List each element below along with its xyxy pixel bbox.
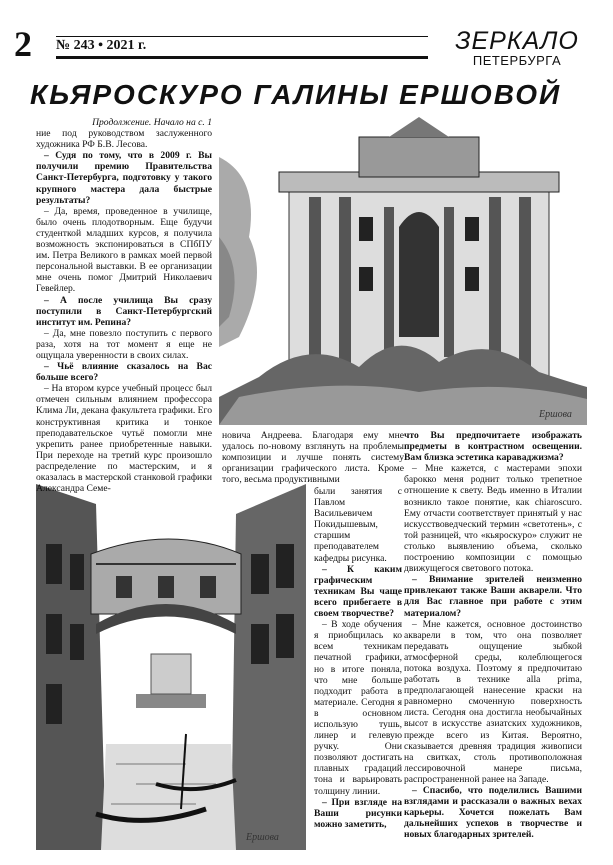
- issue-info: № 243 • 2021 г.: [56, 38, 147, 53]
- masthead-rule: [56, 56, 428, 59]
- interview-question: – При взгляде на Ваши рисунки можно заметить,: [314, 796, 402, 830]
- logo-main-text: ЗЕРКАЛО: [455, 27, 579, 55]
- page-number: 2: [14, 24, 32, 64]
- logo-sub-text: ПЕТЕРБУРГА: [472, 53, 562, 68]
- venice-bridge-drawing: [36, 484, 306, 850]
- newspaper-logo: [432, 28, 602, 68]
- continuation-note: Продолжение. Начало на с. 1: [92, 117, 212, 128]
- article-column-3: [404, 430, 582, 840]
- interview-question: – Спасибо, что поделились Вашими взглядами и рассказали о важных вехах карьеры. Хочется пожелать Вам дальнейших успехов в творчестве и новых благодарных зрителей.: [404, 785, 582, 841]
- masthead-rule-top: [56, 36, 428, 37]
- article-headline: КЬЯРОСКУРО ГАЛИНЫ ЕРШОВОЙ: [30, 79, 562, 110]
- article-column-2b: [314, 486, 402, 830]
- interview-question: что Вы предпочитаете изображать предметы в контрастном освещении. Вам близка эстетика караваджизма?: [404, 430, 582, 464]
- trevi-fountain-drawing: [219, 117, 587, 425]
- interview-question: – К каким графическим техникам Вы чаще всего прибегаете в своем творчестве?: [314, 563, 402, 620]
- interview-answer: – Мне кажется, с мастерами эпохи барокко меня роднит только трепетное отношение к свету. Ведь именно в Италии возникло такое понятие, как chiaroscuro. Ему отчасти соответствует принятый у нас искусствоведческий термин «светотень», с той разницей, что «кьяроскуро» служит не столько выявлению объема, сколько построению композиции с помощью движущегося светового потока.: [404, 463, 582, 575]
- article-column-2: [222, 430, 404, 485]
- artist-signature-2: Ершова: [246, 832, 279, 843]
- interview-answer: – В ходе обучения я приобщилась ко всем техникам печатной графики, но в итоге поняла, что мне больше подходит работа в материале. Сегодня я в основном использую тушь, линер и гелевую ручку. Они позволяют достигать плавных градаций тона и варьировать толщину линии.: [314, 619, 402, 797]
- interview-answer: были занятия с Павлом Васильевичем Покидышевым, старшим преподавателем кафедры рисунка.: [314, 486, 402, 564]
- interview-answer: ние под руководством заслуженного художника РФ Б.В. Лесова.: [36, 128, 212, 151]
- interview-question: – Судя по тому, что в 2009 г. Вы получили премию Правительства Санкт-Петербурга, подготовку у такого крупного мастера дала быстрые результаты?: [36, 150, 212, 206]
- interview-answer: – Мне кажется, основное достоинство акварели в том, что она позволяет передавать ощущение зыбкой атмосферной среды, колеблющегося потока воздуха. Поэтому я предпочитаю работать в технике alla prima, предполагающей нанесение краски на равномерно смоченную поверхность листа. Сегодня она достигла необычайных высот в искусстве азиатских художников, прежде всего из Китая. Вероятно, сказывается древняя традиция живописи на свитках, столь противоположная лессировочной манере письма, распространенной ранее на Западе.: [404, 618, 582, 785]
- article-column-1: [36, 117, 212, 494]
- interview-answer: – Да, мне повезло поступить с первого раза, хотя на тот момент я еще не ощущала уверенности в своих силах.: [36, 327, 212, 361]
- interview-answer: – На втором курсе учебный процесс был отмечен сильным влиянием профессора Клима Ли, декана факультета графики. Его конструктивная критика и тонкое преподавательское чутьё помогли мне укрепить ранее приобретенные навыки. При переходе на третий курс произошло распределение по мастерским, и я оказалась в мастерской станковой графики Александра Семе-: [36, 383, 212, 495]
- interview-answer: новича Андреева. Благодаря ему мне удалось по-новому взглянуть на проблемы композиции и лучше понять систему организации графического листа. Кроме того, весьма продуктивными: [222, 430, 404, 486]
- artist-signature: Ершова: [539, 409, 572, 420]
- interview-answer: – Да, время, проведенное в училище, было очень плодотворным. Еще будучи студенткой младших курсов, я получила возможность экспонироваться в СПбПУ им. Петра Великого в рамках моей первой персональной выставки. В ее организации мне очень помог Дмитрий Николаевич Гевейлер.: [36, 205, 212, 295]
- interview-question: – Внимание зрителей неизменно привлекают также Ваши акварели. Что для Вас главное при работе с этим материалом?: [404, 574, 582, 619]
- interview-question: – А после училища Вы сразу поступили в Санкт-Петербургский институт им. Репина?: [36, 294, 212, 328]
- interview-question: – Чьё влияние сказалось на Вас больше всего?: [36, 361, 212, 384]
